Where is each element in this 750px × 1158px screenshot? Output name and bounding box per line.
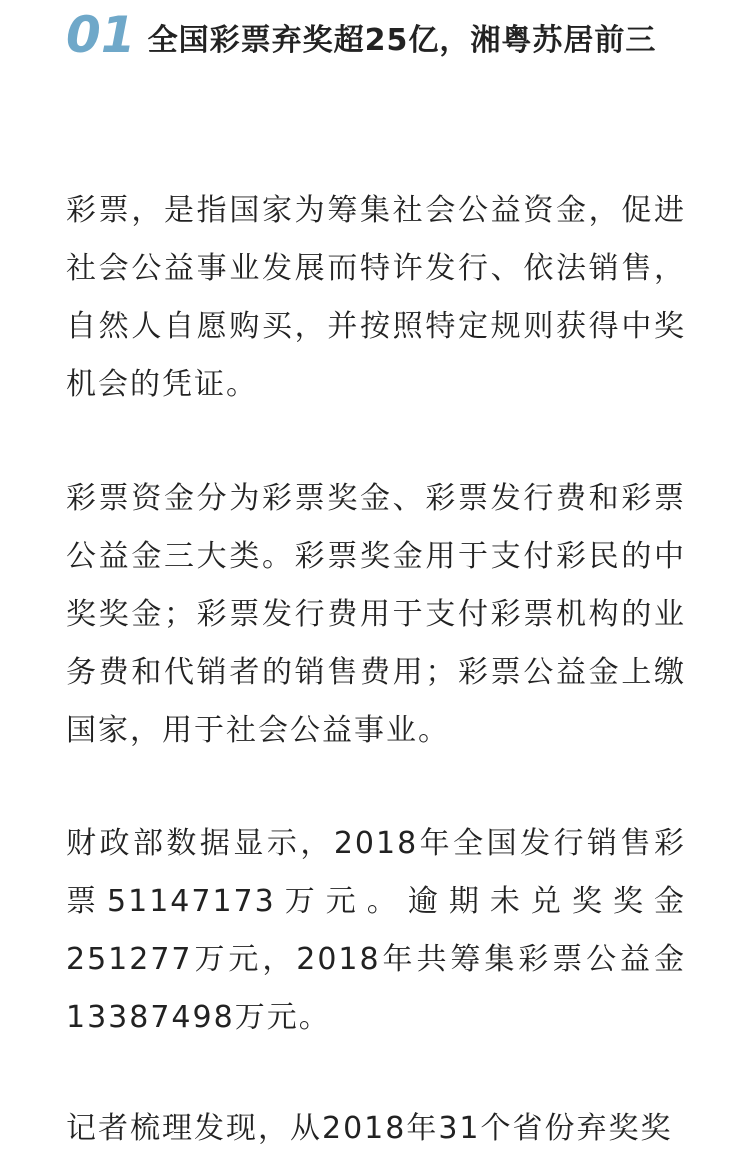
- article-body: [66, 0, 686, 1146]
- paragraph-finance-data: 财政部数据显示，2018年全国发行销售彩票51147173万元。逾期未兑奖奖金251277万元，2018年共筹集彩票公益金13387498万元。: [66, 826, 686, 1035]
- paragraph-reporter-findings: 记者梳理发现，从2018年31个省份弃奖奖: [66, 1111, 673, 1146]
- section-heading: [66, 0, 686, 70]
- section-number: 01: [66, 6, 136, 64]
- section-title: 全国彩票弃奖超25亿，湘粤苏居前三: [147, 23, 657, 58]
- paragraph-lottery-definition: 彩票，是指国家为筹集社会公益资金，促进社会公益事业发展而特许发行、依法销售，自然人自愿购买，并按照特定规则获得中奖机会的凭证。: [66, 193, 686, 402]
- paragraph-lottery-funds: 彩票资金分为彩票奖金、彩票发行费和彩票公益金三大类。彩票奖金用于支付彩民的中奖奖金；彩票发行费用于支付彩票机构的业务费和代销者的销售费用；彩票公益金上缴国家，用于社会公益事业。: [66, 481, 686, 748]
